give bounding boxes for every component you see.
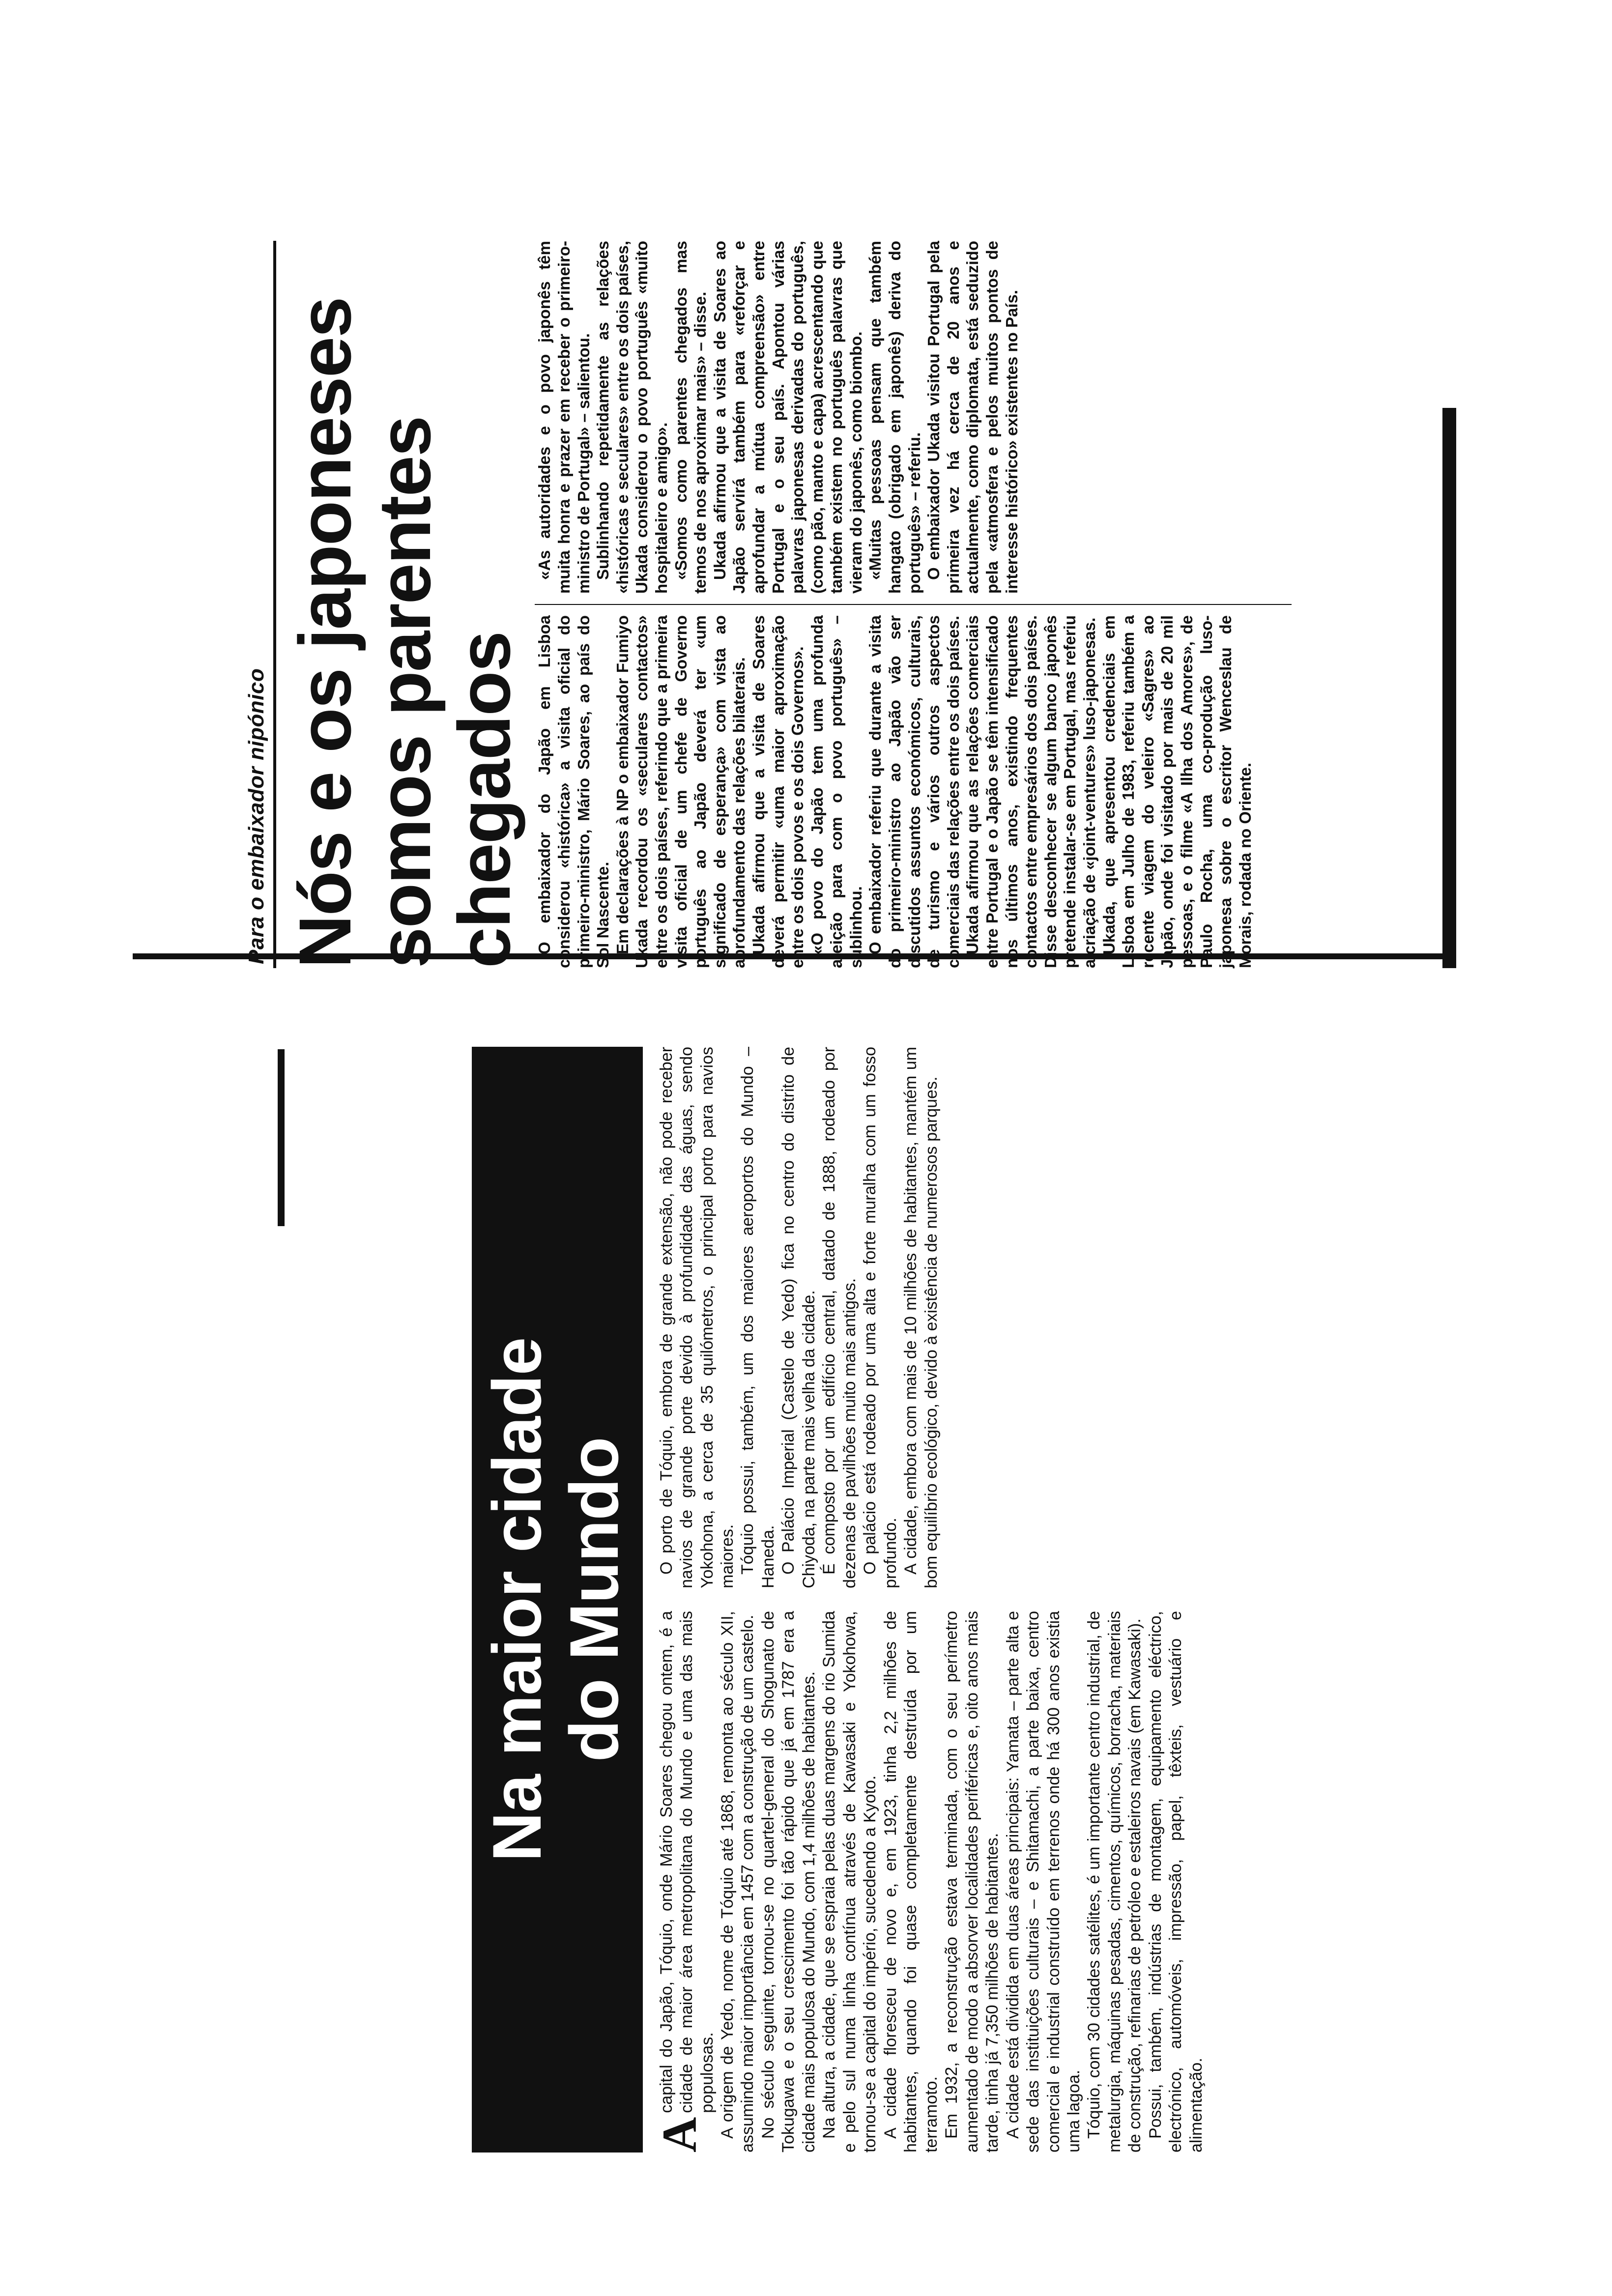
article-tokyo [472,1047,1278,2152]
paragraph: «Muitas pessoas pensam que também hangato (obrigado em japonês) deriva do português» – referiu. [866,241,923,594]
paragraph: O embaixador do Japão em Lisboa considerou «histórica» a visita oficial do primeiro-ministro, Mário Soares, ao país do Sol Nascente. [535,615,612,968]
paragraph: Ukada afirmou que as relações comerciais entre Portugal e o Japão se têm intensificado nos últimos anos, existindo frequentes contactos entre empresários dos dois países. Disse desconhecer se algum banco japonês pretende instalar-se em Portugal, mas referiu a criação de «joint-ventures» luso-japonesas. [963,615,1099,968]
paragraph: Ukada, que apresentou credenciais em Lisboa em Julho de 1983, referiu também a recente viagem do veleiro «Sagres» ao Japão, onde foi visitado por mais de 20 mil pessoas, e o filme «A Ilha dos Amores», de Paulo Rocha, uma co-produção luso-japonesa sobre o escritor Wenceslau de Morais, rodada no Oriente. [1099,615,1254,968]
paragraph-text: capital do Japão, Tóquio, onde Mário Soares chegou ontem, é a cidade de maior área metropolitana do Mundo e uma das mais populosas. [657,1611,717,2113]
paragraph: Em 1932, a reconstrução estava terminada, com o seu perímetro aumentado de modo a absorver localidades periféricas e, oito anos mais tarde, tinha já 7,350 milhões de habitantes. [942,1611,1002,2152]
clipping-border-left [278,1049,285,1226]
paragraph: É composto por um edifício central, datado de 1888, rodeado por dezenas de pavilhões muito mais antigos. [820,1047,859,1588]
article-headline-box [472,1047,643,2152]
headline-line: Na maior cidade [478,1337,555,1862]
paragraph: O embaixador Ukada visitou Portugal pela primeira vez há cerca de 20 anos e actualmente, como diplomata, está seduzido pela «atmosfera e pelos muitos pontos de interesse histórico» existentes no País. [924,241,1021,594]
paragraph: A cidade floresceu de novo e, em 1923, tinha 2,2 milhões de habitantes, quando foi quase completamente destruída por um terramoto. [881,1611,941,2152]
paragraph: Tóquio possui, também, um dos maiores aeroportos do Mundo – Haneda. [738,1047,777,1588]
paragraph: Ukada afirmou que a visita de Soares deverá permitir «uma maior aproximação entre os dois povos e os dois Governos». [749,615,807,968]
paragraph: O embaixador referiu que durante a visita do primeiro-ministro ao Japão vão ser discutidos assuntos económicos, culturais, de turismo e vários outros aspectos comerciais das relações entre os dois países. [866,615,962,968]
paragraph: «Somos como parentes chegados mas temos de nos aproximar mais» – disse. [671,241,710,594]
article-ambassador [241,241,1460,968]
paragraph: Ukada afirmou que a visita de Soares ao Japão servirá também para «reforçar e aprofundar a mútua compreensão» entre Portugal e o seu país. Apontou várias palavras japonesas derivadas do português, (como pão, manto e capa) acrescentando que também existem no português palavras que vieram do japonês, como biombo. [710,241,865,594]
paragraph: A origem de Yedo, nome de Tóquio até 1868, remonta ao século XII, assumindo maior importância em 1457 com a construção de um castelo. [718,1611,757,2152]
paragraph: O palácio está rodeado por uma alta e forte muralha com um fosso profundo. [861,1047,900,1588]
paragraph: «O povo do Japão tem uma profunda afeição para com o povo português» – sublinhou. [807,615,865,968]
drop-cap: A [652,2117,707,2152]
paragraph: A cidade, embora com mais de 10 milhões de habitantes, mantém um bom equilíbrio ecológico, devido à existência de numerosos parques. [901,1047,941,1588]
article-kicker: Para o embaixador nipónico [241,241,276,968]
paragraph: A cidade está dividida em duas áreas principais: Yamata – parte alta e sede das instituições culturais – e Shitamachi, a parte baixa, centro comercial e industrial construído em terrenos onde há 300 anos existia uma lagoa. [1003,1611,1083,2152]
paragraph: Possui, também, indústrias de montagem, equipamento eléctrico, electrónico, automóveis, impressão, papel, têxteis, vestuário e alimentação. [1146,1611,1206,2152]
article-body [535,241,1292,968]
paragraph: O porto de Tóquio, embora de grande extensão, não pode receber navios de grande porte devido à profundidade das águas, sendo Yokohona, a cerca de 35 quilómetros, o principal porto para navios maiores. [657,1047,737,1588]
headline-line: do Mundo [555,1437,633,1762]
article-headline: Nós e os japoneses somos parentes chegados [284,297,526,968]
paragraph: «As autoridades e o povo japonês têm muita honra e prazer em receber o primeiro-ministro de Portugal» – salientou. [535,241,593,594]
paragraph: Sublinhando repetidamente as relações «históricas e seculares» entre os dois países, Ukada considerou o povo português «muito hospitaleiro e amigo». [594,241,670,594]
paragraph [652,1611,718,2152]
article-body [652,1047,1241,2152]
paragraph: Tóquio, com 30 cidades satélites, é um importante centro industrial, de metalurgia, máquinas pesadas, cimentos, químicos, borracha, materiais de construção, refinarias de petróleo e estaleiros navais (em Kawasaki). [1085,1611,1145,2152]
paragraph: Em declarações à NP o embaixador Fumiyo Ukada recordou os «seculares contactos» entre os dois países, referindo que a primeira visita oficial de um chefe de Governo português ao Japão deverá ter «um significado de esperança» com vista ao aprofundamento das relações bilaterais. [613,615,748,968]
paragraph: O Palácio Imperial (Castelo de Yedo) fica no centro do distrito de Chiyoda, na parte mais velha da cidade. [779,1047,818,1588]
paragraph: Na altura, a cidade, que se espraia pelas duas margens do rio Sumida e pelo sul numa linha contínua através de Kawasaki e Yokohowa, tornou-se a capital do império, sucedendo a Kyoto. [820,1611,880,2152]
paragraph: No século seguinte, tornou-se no quartel-general do Shogunato de Tokugawa e o seu crescimento foi tão rápido que já em 1787 era a cidade mais populosa do Mundo, com 1,4 milhões de habitantes. [758,1611,818,2152]
